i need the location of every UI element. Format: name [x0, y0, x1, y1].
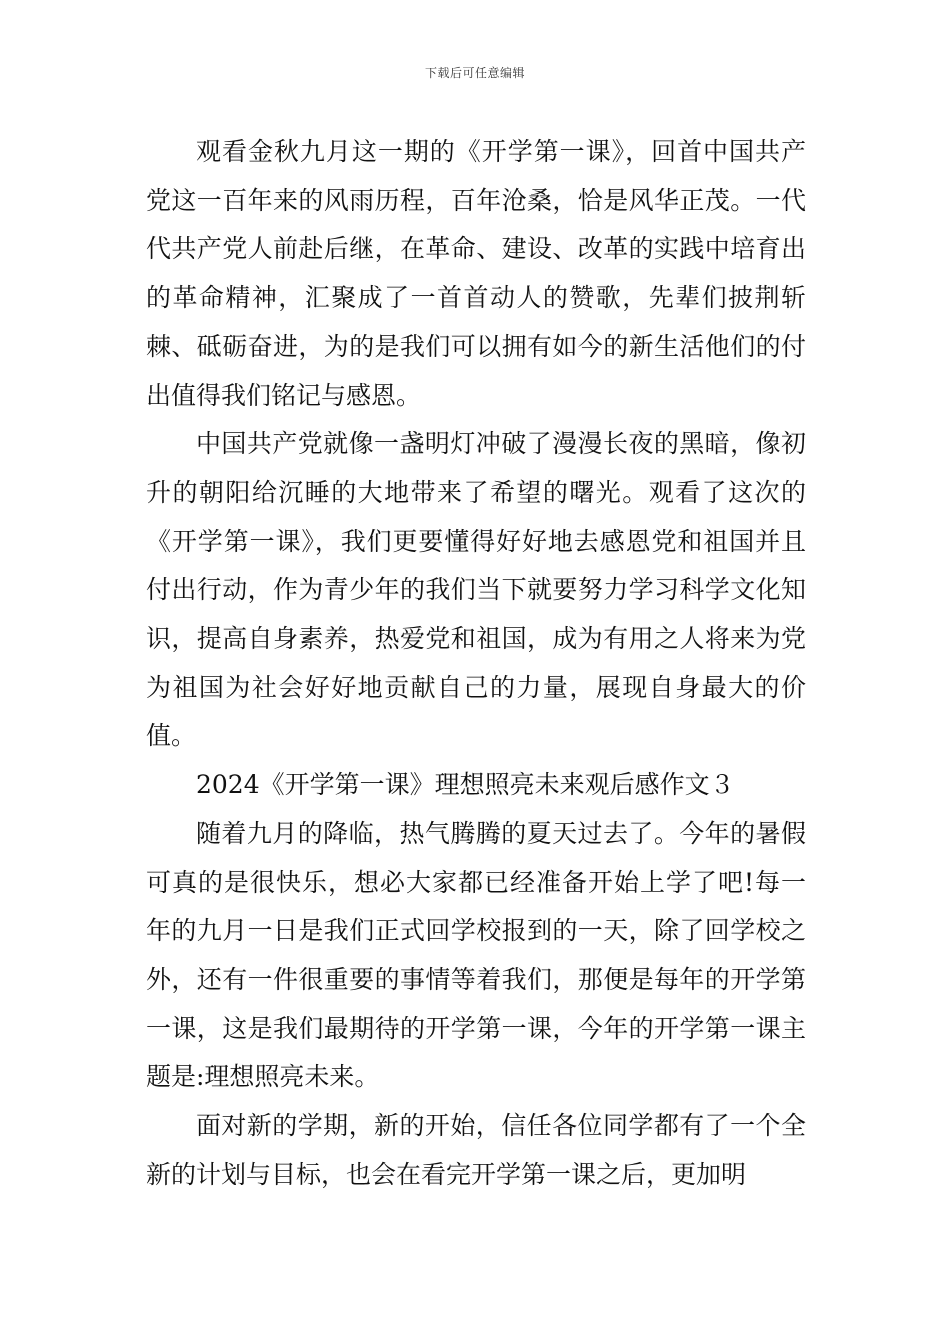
paragraph-2: 中国共产党就像一盏明灯冲破了漫漫长夜的黑暗，像初升的朝阳给沉睡的大地带来了希望的曙光。观看了这次的《开学第一课》，我们更要懂得好好地去感恩党和祖国并且付出行动，作为青少年的我们当下就要努力学习科学文化知识，提高自身素养，热爱党和祖国，成为有用之人将来为党为祖国为社会好好地贡献自己的力量，展现自身最大的价值。	[146, 429, 806, 751]
section-heading: 2024《开学第一课》理想照亮未来观后感作文３	[196, 770, 735, 800]
paragraph-4: 面对新的学期，新的开始，信任各位同学都有了一个全新的计划与目标，也会在看完开学第一课之后，更加明	[146, 1111, 806, 1189]
page-header-note: 下载后可任意编辑	[424, 66, 525, 80]
paragraph-3: 随着九月的降临，热气腾腾的夏天过去了。今年的暑假可真的是很快乐，想必大家都已经准备开始上学了吧!每一年的九月一日是我们正式回学校报到的一天，除了回学校之外，还有一件很重要的事情等着我们，那便是每年的开学第一课，这是我们最期待的开学第一课，今年的开学第一课主题是:理想照亮未来。	[146, 818, 806, 1092]
paragraph-1: 观看金秋九月这一期的《开学第一课》，回首中国共产党这一百年来的风雨历程，百年沧桑，恰是风华正茂。一代代共产党人前赴后继，在革命、建设、改革的实践中培育出的革命精神，汇聚成了一首首动人的赞歌，先辈们披荆斩棘、砥砺奋进，为的是我们可以拥有如今的新生活他们的付出值得我们铭记与感恩。	[146, 137, 806, 410]
document-body	[146, 128, 806, 1199]
